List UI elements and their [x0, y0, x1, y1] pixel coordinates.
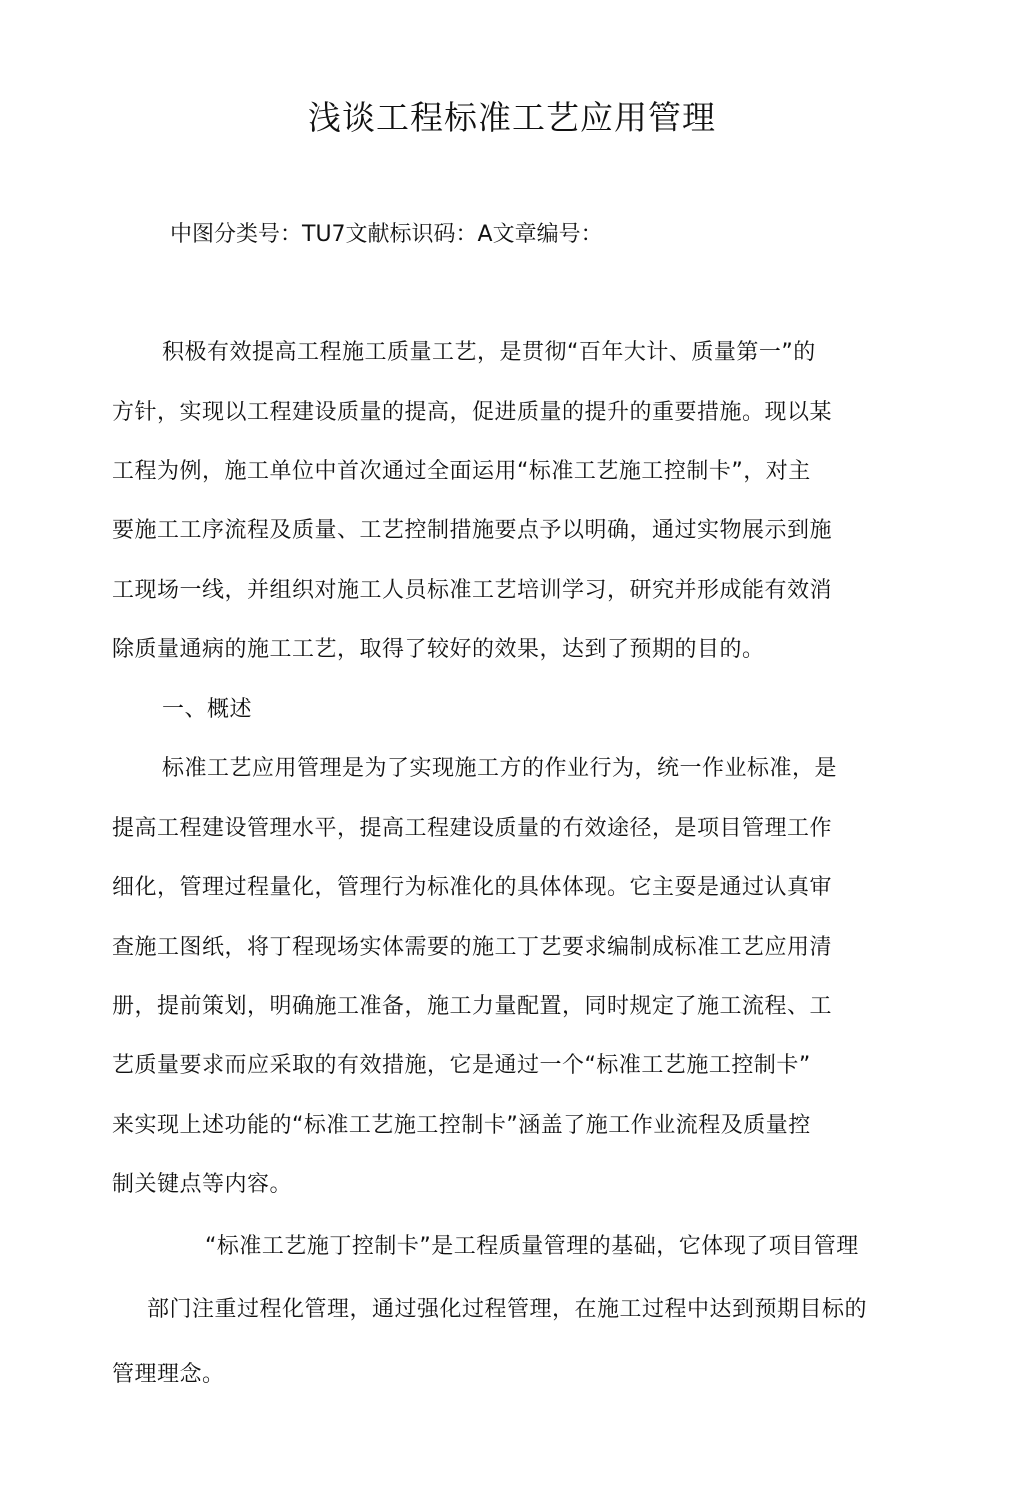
paragraph-1-line-2: 方针，实现以工程建设质量的提高，促进质量的提升的重要措施。现以某 [112, 400, 833, 425]
paragraph-2-line-8: 制关键点等内容。 [112, 1172, 293, 1197]
paragraph-3-line-1: “标准工艺施丁控制卡”是工程质量管理的基础，它体现了项目管理 [205, 1234, 859, 1259]
paragraph-2-line-2: 提高工程建设管理水平，提高工程建设质量的冇效途径，是项目管理工作 [112, 816, 833, 841]
paragraph-1-line-6: 除质量通病的施工工艺，取得了较好的效果，达到了预期的目的。 [112, 637, 765, 662]
paragraph-1-line-3: 工程为例，施工单位中首次通过全面运用“标准工艺施工控制卡”，对主 [112, 459, 811, 484]
section-heading: 一、概述 [162, 697, 253, 722]
document-title: 浅谈工程标准工艺应用管理 [308, 98, 716, 137]
paragraph-2-line-4: 查施工图纸，将丁程现场实体需要的施工丁艺要求编制成标准工艺应用清 [112, 935, 833, 960]
paragraph-2-line-6: 艺质量要求而应采取的有效措施，它是通过一个“标准工艺施工控制卡” [112, 1053, 811, 1078]
classification-line: 中图分类号：TU7文献标识码：A文章编号： [170, 222, 603, 247]
paragraph-1-line-5: 工现场一线，并组织对施工人员标准工艺培训学习，研究并形成能有效消 [112, 578, 833, 603]
paragraph-2-line-3: 细化，管理过程量化，管理行为标准化的具体体现。它主耍是通过认真审 [112, 875, 833, 900]
paragraph-1-line-4: 要施工工序流程及质量、工艺控制措施要点予以明确，通过实物展示到施 [112, 518, 833, 543]
paragraph-3-line-3: 管理理念。 [112, 1362, 225, 1387]
paragraph-2-line-1: 标准工艺应用管理是为了实现施工方的作业行为，统一作业标准，是 [162, 756, 838, 781]
paragraph-3-line-2: 部门注重过程化管理，通过强化过程管理，在施工过程中达到预期目标的 [147, 1297, 868, 1322]
paragraph-2-line-7: 来实现上述功能的“标准工艺施工控制卡”涵盖了施工作业流程及质量控 [112, 1113, 811, 1138]
paragraph-1-line-1: 积极有效提高工程施工质量工艺，是贯彻“百年大计、质量第一”的 [162, 340, 816, 365]
paragraph-2-line-5: 册，提前策划，明确施工准备，施工力量配置，同时规定了施工流程、工 [112, 994, 833, 1019]
